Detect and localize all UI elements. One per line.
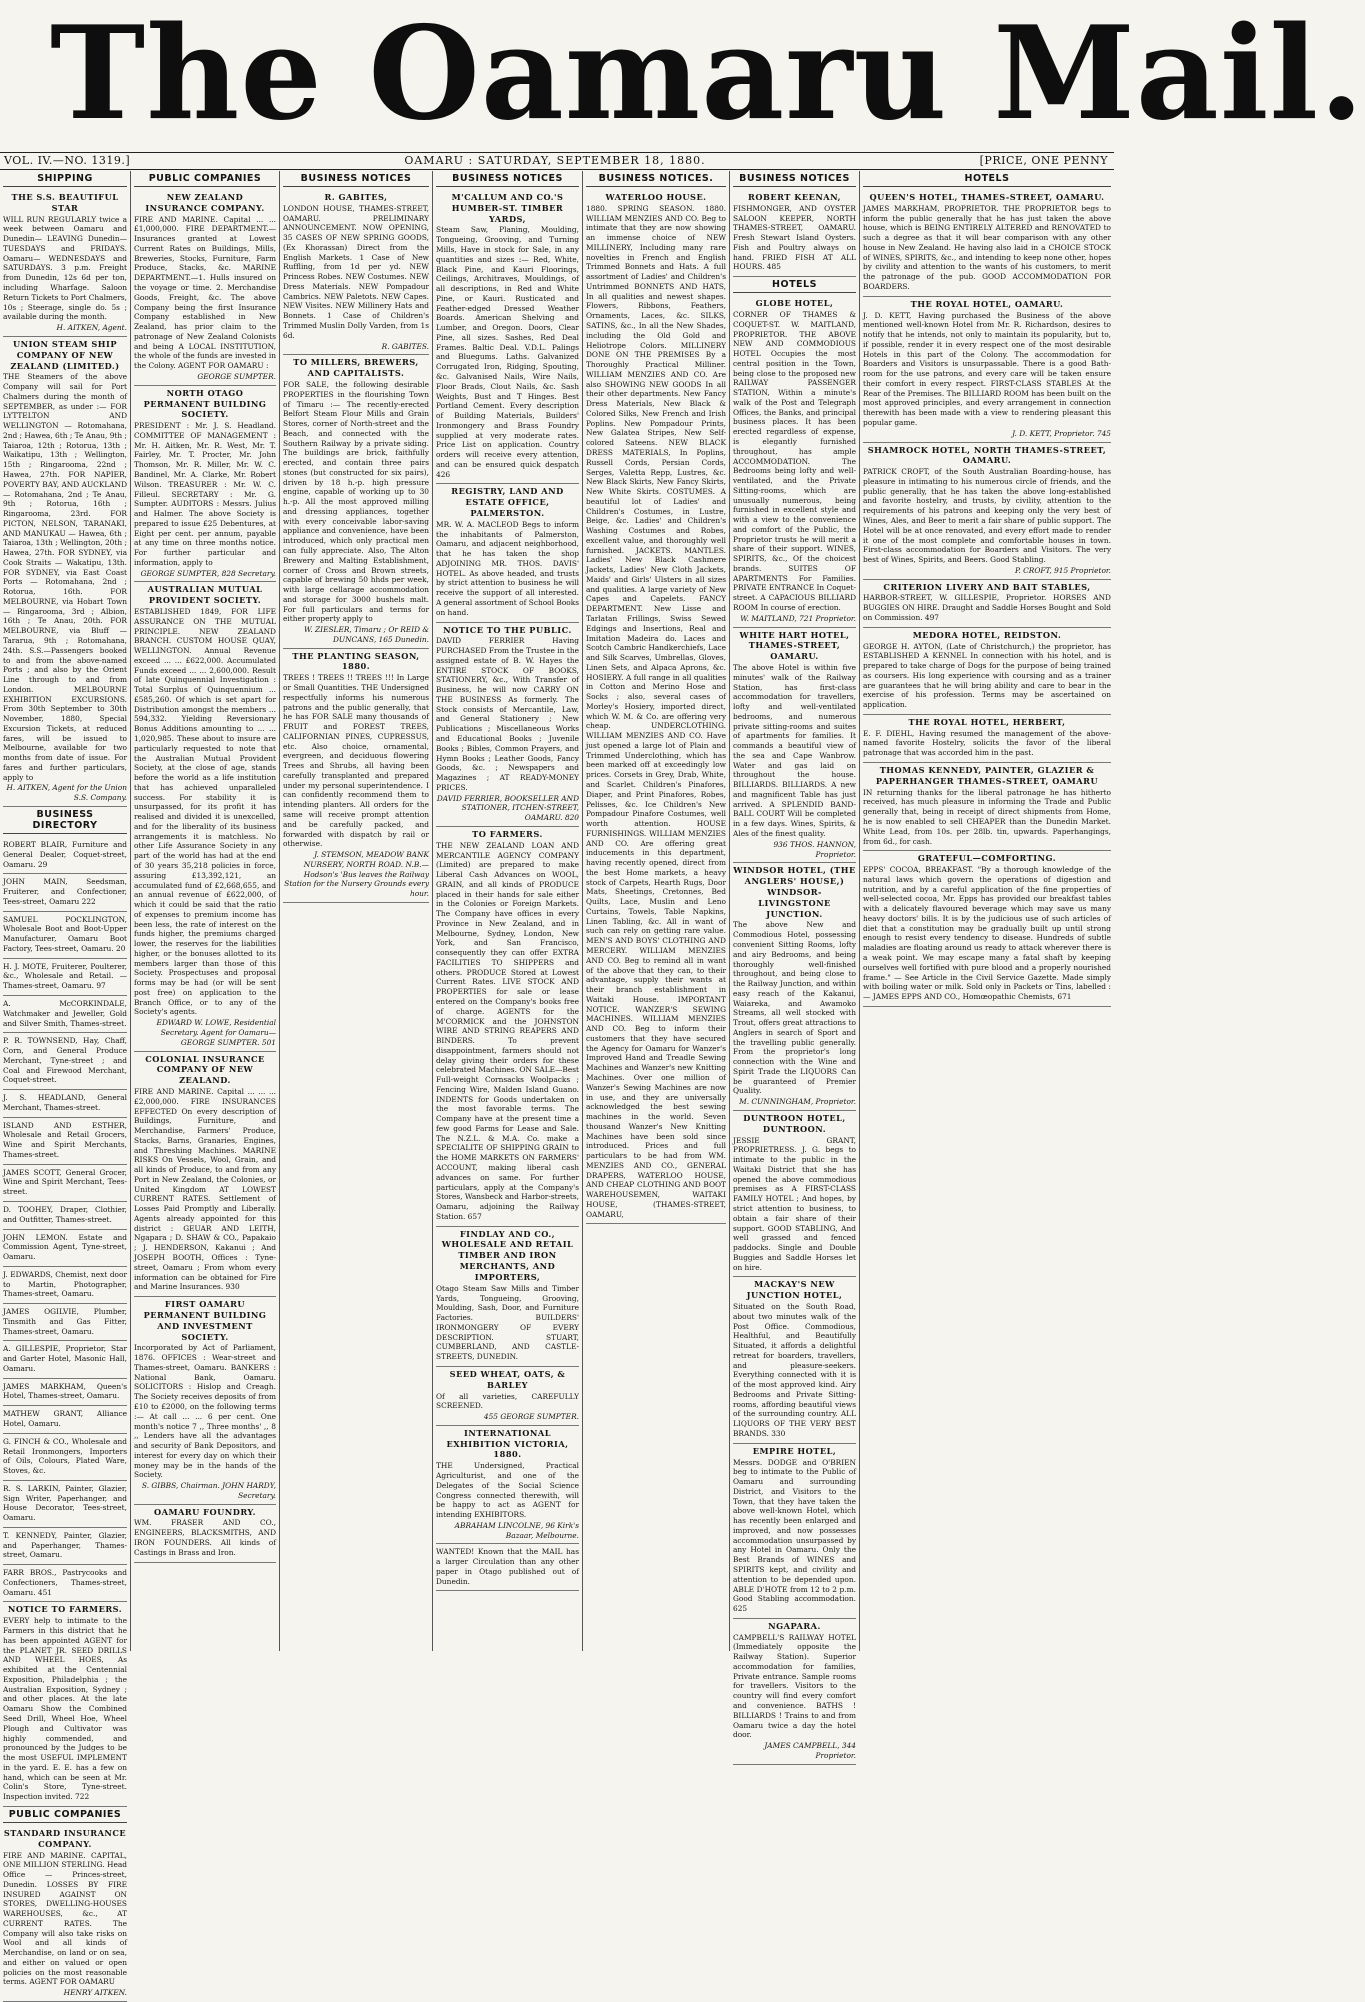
ad-heading: EMPIRE HOTEL, [752,1445,837,1456]
ad-body: JESSIE GRANT, PROPRIETRESS. J. G. begs to intimate to the public in the Waitaki District that she has opened the above commodious premises as A FIRST-CLASS FAMILY HOTEL ; And hopes, by strict attention to business, to obtain a fair share of their support. GOOD STABLING, And well grassed and fenced paddocks. Single and Double Buggies and Saddle Horses let on hire. [733,1135,856,1272]
ad-body: R. S. LARKIN, Painter, Glazier, Sign Writer, Paperhanger, and House Decorator, Tees-street, Oamaru. [3,1483,127,1523]
column-5 [583,171,730,1651]
ad-heading: REGISTRY, LAND AND ESTATE OFFICE, PALMERSTON. [451,486,564,519]
ad-body: PRESIDENT : Mr. J. S. Headland. COMMITTEE OF MANAGEMENT : Mr. H. Aitken, Mr. R. West, Mr. T. Fairley, Mr. T. Procter, Mr. John Thomson, Mr. R. Miller, Mr. W. C. Bandinel, Mr. A. Clarke, Mr. Robert Wilson. TREASURER : Mr. W. C. Filleul. SECRETARY : Mr. G. Sumpter. AUDITORS : Messrs. Julius and Halmer. The above Society is prepared to issue £25 Debentures, at Eight per cent. per annum, payable at any time on three months notice. For further particular and information, apply to [134,421,276,567]
advertisement [3,912,127,959]
ad-heading: GRATEFUL—COMFORTING. [917,853,1057,864]
advertisement [3,1230,127,1267]
ad-heading: TO MILLERS, BREWERS, AND CAPITALISTS. [293,357,419,379]
advertisement [863,580,1111,628]
ad-heading: GLOBE HOTEL, [755,298,834,309]
ad-body: FISHMONGER, AND OYSTER SALOON KEEPER, NORTH THAMES-STREET, OAMARU. Fresh Stewart Island Oysters. Fish and Poultry always on hand. FRIED FISH AT ALL HOURS. 485 [733,203,856,272]
place-and-date: OAMARU : SATURDAY, SEPTEMBER 18, 1880. [404,154,706,167]
ad-body: T. KENNEDY, Painter, Glazier, and Paperhanger, Thames-street, Oamaru. [3,1530,127,1560]
advertisement [3,1602,127,1806]
ad-heading: R. GABITES, [324,192,388,202]
advertisement [134,386,276,583]
advertisement [3,1304,127,1341]
advertisement [863,851,1111,1007]
ad-signature: P. CROFT, 915 Proprietor. [1014,565,1111,575]
column-heading: HOTELS [863,171,1111,187]
ad-signature: EDWARD W. LOWE, Residential Secretary. Agent for Oamaru— GEORGE SUMPTER. 501 [156,1018,276,1047]
advertisement [436,1544,579,1591]
ad-body: EVERY help to intimate to the Farmers in this district that he has been appointed AGENT for the PLANET JR. SEED DRILLS AND WHEEL HOES, As exhibited at the Centennial Exposition, Philadelphia ; the Australian Exposition, Sydney ; and other places. At the late Oamaru Show the Combined Seed Drill, Wheel Hoe, Wheel Plough and Cultivator was highly commended, and pronounced by the Judges to be the most USEFUL IMPLEMENT in the yard. E. E. has a few on hand, which can be seen at Mr. Colin's Store, Tyne-street. Inspection invited. 722 [3,1616,127,1802]
column-heading: BUSINESS NOTICES [283,171,429,187]
ad-heading: THOMAS KENNEDY, PAINTER, GLAZIER & PAPERHANGER THAMES-STREET, OAMARU [875,765,1099,786]
ad-body: GEORGE H. AYTON, (Late of Christchurch,) the proprietor, has ESTABLISHED A KENNEL In connection with his hotel, and is prepared to take charge of Dogs for the purpose of being trained as coursers. His long experience with coursing and as a trainer are guarantees that he will bring ability and care to bear in the exercise of his profession. Terms may be ascertained on application. [863,641,1111,710]
advertisement [733,1277,856,1443]
advertisement [863,628,1111,715]
ad-body: WILL RUN REGULARLY twice a week between Oamaru and Dunedin— LEAVING Dunedin— TUESDAYS and FRIDAYS. Oamaru— WEDNESDAYS and SATURDAYS. 3 p.m. Freight from Dunedin, 12s 6d per ton, including Wharfage. Saloon Return Tickets to Port Chalmers, 10s ; Steerage, single do. 5s ; available during the month. [3,214,127,322]
advertisement [733,1111,856,1277]
ad-body: P. R. TOWNSEND, Hay, Chaff, Corn, and General Produce Merchant, Tyne-street ; and Coal and Firewood Merchant, Coquet-street. [3,1036,127,1085]
ad-heading: OAMARU FOUNDRY. [153,1506,257,1517]
column-7 [860,171,1114,1651]
advertisement [3,1341,127,1378]
ad-signature: DAVID FERRIER, BOOKSELLER AND STATIONER, ITCHEN-STREET, OAMARU. 820 [436,793,579,823]
ad-body: SAMUEL POCKLINGTON, Wholesale Boot and Boot-Upper Manufacturer, Oamaru Boot Factory, Tees-street, Oamaru. 20 [3,914,127,953]
ad-body: FIRE AND MARINE. CAPITAL, ONE MILLION STERLING. Head Office — Princes-street, Dunedin. LOSSES BY FIRE INSURED AGAINST ON STORES, DWELLING-HOUSES WAREHOUSES, &c., AT CURRENT RATES. The Company will also take risks on Wool and all kinds of Merchandise, on land or on sea, and either on valued or open policies on the most reasonable terms. AGENT FOR OAMARU [3,1850,127,1987]
advertisement [586,190,726,1224]
ad-body: DAVID FERRIER Having PURCHASED From the Trustee in the assigned estate of B. W. Hayes the ENTIRE STOCK OF BOOKS, STATIONERY, &c., With Transfer of Business, he will now CARRY ON THE BUSINESS As formerly. The Stock consists of Mercantile, Law, and General Stationery ; New Publications ; Miscellaneous Works and Educational Books ; Juvenile Books ; Bibles, Common Prayers, and Hymn Books ; Leather Goods, Fancy Goods, &c. ; Newspapers and Magazines ; AT READY-MONEY PRICES. [436,636,579,792]
ad-body: The above New and Commodious Hotel, possessing convenient Sitting Rooms, lofty and airy Bedrooms, and being thoroughly well-finished throughout, and being close to the Railway Junction, and within easy reach of the Kakanui, Waiareka, and Awamoko Streams, all well stocked with Trout, offers great attractions to Anglers in search of Sport and the travelling public generally. From the proprietor's long connection with the Wine and Spirit Trade the LIQUORS Can be guaranteed of Premier Quality. [733,920,856,1096]
ad-heading: ROBERT KEENAN, [748,192,841,202]
advertisement [3,1202,127,1230]
ad-body: H. J. MOTE, Fruiterer, Poulterer, &c., Wholesale and Retail. — Thames-street, Oamaru. 97 [3,961,127,991]
ad-heading: MACKAY'S NEW JUNCTION HOTEL, [746,1279,843,1301]
advertisement [436,1367,579,1426]
ad-heading: STANDARD INSURANCE COMPANY. [3,1827,127,1849]
ad-body: CAMPBELL'S RAILWAY HOTEL (Immediately opposite the Railway Station). Superior accommodation for families, Private entrance. Sample rooms for travellers. Visitors to the country will find every comfort and convenience. BATHS ! BILLIARDS ! Trains to and from Oamaru twice a day the hotel door. [733,1632,856,1740]
advertisement [436,623,579,827]
ad-heading: SEED WHEAT, OATS, & BARLEY [449,1368,566,1390]
masthead-title: The Oamaru Mail. [50,0,1365,149]
ad-body: Otago Steam Saw Mills and Timber Yards, Tongueing, Grooving, Moulding, Sash, Door, and Furniture Factories. BUILDERS' IRONMONGERY OF EVERY DESCRIPTION. STUART, CUMBERLAND, AND CASTLE-STREETS, DUNEDIN. [436,1283,579,1362]
ad-body: Messrs. DODGE and O'BRIEN beg to intimate to the Public of Oamaru and surrounding District, and Visitors to the Town, that they have taken the above well-known Hotel, which has recently been enlarged and improved, and now possesses accommodation unsurpassed by any Hotel in Oamaru. Only the Best Brands of WINES and SPIRITS kept, and civility and attention to be depended upon. ABLE D'HOTE from 12 to 2 p.m. Good Stabling accommodation. 625 [733,1457,856,1614]
advertisement [3,1481,127,1528]
ad-heading: NORTH OTAGO PERMANENT BUILDING SOCIETY. [143,387,267,420]
ad-heading: NEW ZEALAND INSURANCE COMPANY. [145,192,265,213]
advertisement [3,1434,127,1481]
column-1 [0,171,131,1998]
ad-heading: SHAMROCK HOTEL, NORTH THAMES-STREET, OAMARU. [867,444,1107,466]
ad-body: Incorporated by Act of Parliament, 1876. OFFICES : Wear-street and Thames-street, Oamaru. BANKERS : National Bank, Oamaru. SOLICITORS : Hislop and Creagh. The Society receives deposits of from £10 to £2000, on the following terms :— At call ... ... 6 per cent. One month's notice 7 ,, Three months' ,, 8 ,, Lenders have all the advantages and security of Bank Depositors, and interest for every day on which their money may be in the hands of the Society. [134,1343,276,1480]
ad-body: HARBOR-STREET, W. GILLESPIE, Proprietor. HORSES AND BUGGIES ON HIRE. Draught and Saddle Horses Bought and Sold on Commission. 497 [863,593,1111,622]
ad-heading: NOTICE TO THE PUBLIC. [443,624,572,635]
ad-body: TREES ! TREES !! TREES !!! In Large or Small Quantities. THE Undersigned respectfully informs his numerous patrons and the public generally, that he has FOR SALE many thousands of FRUIT and FOREST TREES, CALIFORNIAN PINES, CUPRESSUS, etc. Also choice, ornamental, evergreen, and deciduous flowering Trees and Shrubs, all having been carefully transplanted and prepared under my personal superintendence. I can confidently recommend them to intending planters. All orders for the same will receive prompt attention and be carefully packed, and forwarded with dispatch by rail or otherwise. [283,673,429,849]
ad-body: PATRICK CROFT, of the South Australian Boarding-house, has pleasure in intimating to his numerous circle of friends, and the public generally, that he has taken the above long-established and favorite hostelry, and trusts, by civility, attention to the requirements of his patrons and keeping only the very best of Wines, Ales, and Beer to merit a fair share of public support. The Hotel will be at once renovated, and every effort made to render it one of the most complete and comfortable houses in town. First-class accommodation for Boarders and Visitors. The very best of Wines, Spirits, and Beers. Good Stabling. [863,467,1111,565]
ad-body: WANTED! Known that the MAIL has a larger Circulation than any other paper in Otago published out of Dunedin. [436,1547,579,1586]
ad-body: FOR SALE, the following desirable PROPERTIES in the flourishing Town of Timaru :— The recently-erected Belfort Steam Flour Mills and Grain Stores, corner of North-street and the Beach, and connected with the Southern Railway by a private siding. The buildings are brick, faithfully erected, and contain three pairs stones (but constructed for six pairs), driven by 18 h.-p. high pressure engine, capable of working up to 30 h.-p. All the most approved milling and dressing appliances, together with every conceivable labor-saving appliance and convenience, have been introduced, which only practical men can fully appreciate. Also, The Alton Brewery and Malting Establishment, corner of Cross and Brown streets, capable of brewing 50 hhds per week, with large cellarage accommodation and storage for 3000 bushels malt. For full particulars and terms for either property apply to [283,379,429,624]
ad-body: MR. W. A. MACLEOD Begs to inform the inhabitants of Palmerston, Oamaru, and adjacent neighborhood, that he has taken the shop ADJOINING MR. THOS. DAVIS' HOTEL. As above headed, and trusts by strict attention to business he will receive the support of all interested. A general assortment of School Books on hand. [436,519,579,617]
advertisement [733,1619,856,1765]
ad-heading: WINDSOR HOTEL, (THE ANGLERS' HOUSE,) WINDSOR-LIVINGSTONE JUNCTION. [733,865,856,919]
advertisement [863,190,1111,297]
advertisement [3,996,127,1033]
ad-body: JAMES SCOTT, General Grocer, Wine and Spirit Merchant, Tees-street. [3,1167,127,1197]
advertisement [733,863,856,1111]
column-4 [433,171,583,1651]
ad-body: 1880. SPRING SEASON. 1880. WILLIAM MENZIES AND CO. Beg to intimate that they are now showing an immense choice of NEW MILLINERY, Including many rare novelties in French and English Trimmed Bonnets and Hats. A full assortment of Ladies' and Children's Untrimmed BONNETS AND HATS, In all qualities and newest shapes. Flowers, Ribbons, Feathers, Ornaments, Laces, &c. SILKS, SATINS, &c., In all the New Shades, including the Old Gold and Heliotrope Colors. MILLINERY DONE ON THE PREMISES By a Thoroughly Practical Milliner. WILLIAM MENZIES AND CO. Are also SHOWING NEW GOODS In all their other departments. New Fancy Dress Materials, New Black & Colored Silks, New French and Irish Poplins. New Pompadour Prints, New Galatea Stripes, New Self-colored Sateens. NEW BLACK DRESS MATERIALS, In Poplins, Russell Cords, Persian Cords, Serges, Valetta Repp, Lustres, &c. New Black Skirts, New Fancy Skirts, New White Skirts. COSTUMES. A beautiful lot of Ladies' and Children's Costumes, in Lustre, Beige, &c. Ladies' and Children's Washing Costumes and Robes, excellent value, and thoroughly well furnished. JACKETS. MANTLES. Ladies' New Black Cashmere Jackets, Ladies' New Cloth Jackets, Maids' and Girls' Ulsters in all sizes and qualities. A large variety of New Capes and Capelets. FANCY DEPARTMENT. New Lisse and Tarlatan Frillings, Swiss Sewed Edgings and Insertions, Real and Imitation Madeira do. Laces and Scotch Cambric Handkerchiefs, Lace and Silk Scarves, Umbrellas, Gloves, Linen Sets, and Alpaca Aprons, &c. HOSIERY. A full range in all qualities in Cotton and Merino Hose and Socks ; also, several cases of Morley's Hosiery, imported direct, which W. M. & Co. are offering very cheap. UNDERCLOTHING. WILLIAM MENZIES AND CO. Have just opened a large lot of Plain and Trimmed Underclothing, which has been marked off at exceedingly low prices. Corsets in Grey, Drab, White, and Scarlet. Children's Pinafores, Diaper, and Print Pinafores, Robes, Pelisses, &c. Ice Children's New Pompadour Pinafore Costumes, well worth attention. HOUSE FURNISHINGS. WILLIAM MENZIES AND CO. Are offering great inducements in this department, having recently opened, direct from the best Home markets, a heavy stock of Carpets, Hearth Rugs, Door Mats, Sheetings, Cretonnes, Bed Quilts, Lace, Muslin and Leno Curtains, Towels, Table Napkins, Linen Tabling, &c. All in want of such can rely on getting rare value. MEN'S AND BOYS' CLOTHING AND MERCERY. WILLIAM MENZIES AND CO. Beg to remind all in want of the above that they can, to their advantage, supply their wants at their branch establishment in Waitaki House. IMPORTANT NOTICE. WANZER'S SEWING MACHINES. WILLIAM MENZIES AND CO. Beg to inform their customers that they have secured the Agency for Oamaru for Wanzer's Improved Hand and Treadle Sewing Machines and Wanzer's new Knitting Machines. Over one million of Wanzer's Sewing Machines are now in use, and they are universally acknowledged the best sewing machines in the world. Seven thousand Wanzer's New Knitting Machines have been sold since introduced. Prices and full particulars to be had from WM. MENZIES AND CO., GENERAL DRAPERS, WATERLOO HOUSE, AND CHEAP CLOTHING AND BOOT WAREHOUSEMEN, WAITAKI HOUSE, (THAMES-STREET, OAMARU, [586,203,726,1219]
advertisement [3,337,127,807]
ad-body: J. D. KETT, Having purchased the Business of the above mentioned well-known Hotel from Mr. R. Richardson, desires to notify that he intends, not only to maintain its popularity, but to, if possible, render it in every respect one of the most desirable Hotels in this part of the Colony. The accommodation for Boarders and Visitors is unsurpassable. There is a good Bath-room for the use patrons, and every care will be taken ensure their comfort in every respect. FIRST-CLASS STABLES At the Rear of the Premises. The BILLIARD ROOM has been built on the most approved principles, and every arrangement in connection therewith has been made with a view to rendering pleasant this popular game. [863,310,1111,427]
column-heading: BUSINESS NOTICES. [586,171,726,187]
advertisement [733,296,856,627]
ad-heading: THE S.S. BEAUTIFUL STAR [11,192,119,213]
ad-body: D. TOOHEY, Draper, Clothier, and Outfitter, Thames-street. [3,1204,127,1224]
advertisement [3,1565,127,1602]
ad-body: The above Hotel is within five minutes' walk of the Railway Station, has first-class accommodation for travellers, lofty and well-ventilated bedrooms, and numerous private sitting-rooms and suites of apartments for families. It commands a beautiful view of the sea and Cape Wanbrow. Water and gas laid on throughout the house. BILLIARDS. BILLIARDS. A new and magnificent Table has just arrived. A SPLENDID BAND-BALL COURT Will be completed in a few days. Wines, Spirits, & Ales of the finest quality. [733,663,856,839]
ad-body: MATHEW GRANT, Alliance Hotel, Oamaru. [3,1409,127,1428]
column-heading: PUBLIC COMPANIES [3,1807,127,1823]
ad-signature: M. CUNNINGHAM, Proprietor. [739,1097,856,1107]
column-heading: BUSINESS NOTICES [436,171,579,187]
ad-heading: THE ROYAL HOTEL, OAMARU. [910,298,1064,309]
ad-body: Situated on the South Road, about two minutes walk of the Post Office. Commodious, Healthful, and Beautifully Situated, it affords a delightful retreat for boarders, travellers, and pleasure-seekers. Everything connected with it is of the most approved kind. Airy Bedrooms and Private Sitting-rooms, affording beautiful views of the surrounding country. ALL LIQUORS OF THE VERY BEST BRANDS. 330 [733,1302,856,1438]
ad-heading: NOTICE TO FARMERS. [7,1604,123,1615]
column-heading: BUSINESS NOTICES [733,171,856,187]
ad-body: EPPS' COCOA, BREAKFAST. "By a thorough knowledge of the natural laws which govern the operations of digestion and nutrition, and by a careful application of the fine properties of well-selected cocoa, Mr. Epps has provided our breakfast tables with a delicately flavoured beverage which may save us many heavy doctors' bills. It is by the judicious use of such articles of diet that a constitution may be gradually built up until strong enough to resist every tendency to disease. Hundreds of subtle maladies are floating around us ready to attack wherever there is a weak point. We may escape many a fatal shaft by keeping ourselves well fortified with pure blood and a properly nourished frame." — See Article in the Civil Service Gazette. Made simply with boiling water or milk. Sold only in Packets or Tins, labelled :— JAMES EPPS AND CO., Homœopathic Chemists, 671 [863,865,1111,1002]
ad-body: THE NEW ZEALAND LOAN AND MERCANTILE AGENCY COMPANY (Limited) are prepared to make Liberal Cash Advances on WOOL, GRAIN, and all kinds of PRODUCE placed in their hands for sale either in the Colonies or Foreign Markets. The Company have offices in every Province in New Zealand, and in Melbourne, Sydney, London, New York, and San Francisco, consequently they can offer EXTRA FACILITIES TO SHIPPERS and others. PRODUCE Stored at Lowest Current Rates. LIVE STOCK AND PROPERTIES for sale or lease entered on the Company's books free of charge. AGENTS for the M'CORMICK and the JOHNSTON WIRE AND STRING REAPERS AND BINDERS. To prevent disappointment, farmers should not delay giving their orders for these celebrated Machines. ON SALE—Best Full-weight Cornsacks Woolpacks ; Fencing Wire, Malden Island Guano. INDENTS for Goods undertaken on the most favorable terms. The Company have at the present time a few good Farms for Lease and Sale. The N.Z.L. & M.A. Co. make a SPECIALITE OF SHIPPING GRAIN to the HOME MARKETS ON FARMERS' ACCOUNT, making liberal cash advances on same. For further particulars, apply at the Company's Stores, Wansbeck and Harbor-streets, Oamaru, adjoining the Railway Station. 657 [436,840,579,1221]
advertisement [3,874,127,911]
ad-heading: THE PLANTING SEASON, 1880. [292,650,420,672]
ad-body: JAMES OGILVIE, Plumber, Tinsmith and Gas Fitter, Thames-street, Oamaru. [3,1307,127,1336]
ad-signature: H. AITKEN, Agent. [56,323,127,333]
ad-body: A. GILLESPIE, Proprietor, Star and Garter Hotel, Masonic Hall, Oamaru. [3,1344,127,1373]
advertisement [3,1528,127,1565]
advertisement [3,1406,127,1434]
column-3 [280,171,433,1651]
advertisement [283,649,429,903]
advertisement [436,1426,579,1545]
column-heading: PUBLIC COMPANIES [134,171,276,187]
ad-body: G. FINCH & CO., Wholesale and Retail Ironmongers, Importers of Oils, Colours, Plated Ware, Stoves, &c. [3,1436,127,1476]
ad-signature: J. D. KETT, Proprietor. 745 [1012,428,1111,438]
ad-signature: 455 GEORGE SUMPTER. [483,1412,579,1422]
ad-heading: AUSTRALIAN MUTUAL PROVIDENT SOCIETY. [147,584,263,606]
advertisement [134,1052,276,1298]
advertisement [3,1118,127,1165]
ad-heading: MEDORA HOTEL, REIDSTON. [912,629,1062,640]
advertisement [436,190,579,484]
advertisement [733,628,856,864]
advertisement [733,1444,856,1619]
ad-heading: COLONIAL INSURANCE COMPANY OF NEW ZEALAND. [145,1053,265,1086]
ad-body: THE Undersigned, Practical Agriculturist, and one of the Delegates of the Social Science Congress connected therewith, will be happy to act as AGENT for intending EXHIBITORS. [436,1461,579,1520]
ad-body: IN returning thanks for the liberal patronage he has hitherto received, has much pleasure in informing the Trade and Public generally that, being in receipt of direct shipments from Home, he is now enabled to sell CHEAPER than the Dunedin Market. White Lead, from 10s. per 28lb. tin, upwards. Paperhangings, from 6d., for cash. [863,787,1111,846]
ad-body: JOHN LEMON. Estate and Commission Agent, Tyne-street, Oamaru. [3,1232,127,1262]
ad-body: CORNER OF THAMES & COQUET-ST. W. MAITLAND, PROPRIETOR. THE ABOVE NEW AND COMMODIOUS HOTEL Occupies the most central position in the Town, being close to the proposed new RAILWAY PASSENGER STATION, Within a minute's walk of the Post and Telegraph Offices, the Banks, and principal business places. It has been erected regardless of expense, is elegantly furnished throughout, has ample ACCOMMODATION. The Bedrooms being lofty and well-ventilated, and the Private Sitting-rooms, which are unusually numerous, being furnished in excellent style and with a view to the convenience and comfort of the Public, the Proprietor trusts he will merit a share of their support. WINES, SPIRITS, &c., Of the choicest brands. SUITES OF APARTMENTS For Families. PRIVATE ENTRANCE In Coquet-street. A CAPACIOUS BILLIARD ROOM In course of erection. [733,310,856,612]
ad-body: ROBERT BLAIR, Furniture and General Dealer, Coquet-street, Oamaru. 29 [3,840,127,869]
ad-heading: FINDLAY AND CO., WHOLESALE AND RETAIL TIMBER AND IRON MERCHANTS, AND IMPORTERS, [441,1228,574,1282]
ad-heading: M'CALLUM AND CO.'S HUMBER-ST. TIMBER YARDS, [451,192,564,224]
ad-signature: 936 THOS. HANNON, Proprietor. [773,839,856,859]
advertisement [283,190,429,355]
price: [PRICE, ONE PENNY [979,154,1108,167]
ad-body: JAMES MARKHAM, PROPRIETOR. THE PROPRIETOR begs to inform the public generally that he has just taken the above house, which is BEING ENTIRELY ALTERED and RENOVATED to such a degree as that it will bear comparison with any other house in New Zealand. He having also laid in a CHOICE STOCK of WINES, SPIRITS, &c., and intending to keep none other, hopes by civility and attention to the wants of his customers, to merit the patronage of the pub. GOOD ACCOMMODATION FOR BOARDERS. [863,203,1111,291]
ad-body: WM. FRASER AND CO., ENGINEERS, BLACKSMITHS, AND IRON FOUNDERS. All kinds of Castings in Brass and Iron. [134,1518,276,1557]
ad-body: ISLAND AND ESTHER, Wholesale and Retail Grocers, Wine and Spirit Merchants, Thames-street. [3,1120,127,1159]
ad-body: JAMES MARKHAM, Queen's Hotel, Thames-street, Oamaru. [3,1381,127,1401]
ad-signature: ABRAHAM LINCOLNE, 96 Kirk's Bazaar, Melbourne. [454,1520,579,1540]
advertisement [436,484,579,622]
advertisement [436,827,579,1227]
ad-signature: GEORGE SUMPTER. [197,371,276,381]
advertisement [863,443,1111,580]
ad-body: E. F. DIEHL, Having resumed the management of the above-named favorite Hostelry, solicits the favor of the liberal patronage that was accorded him in the past. [863,728,1111,758]
ad-signature: H. AITKEN, Agent for the Union S.S. Company. [6,783,127,803]
advertisement [134,1505,276,1563]
ad-body: J. EDWARDS, Chemist, next door to Martin, Photographer, Thames-street, Oamaru. [3,1269,127,1299]
ad-heading: THE ROYAL HOTEL, HERBERT, [908,716,1066,727]
ad-signature: S. GIBBS, Chairman. JOHN HARDY, Secretary. [141,1481,276,1500]
column-heading: SHIPPING [3,171,127,187]
ad-signature: JAMES CAMPBELL, 344 Proprietor. [764,1741,856,1760]
ad-heading: UNION STEAM SHIP COMPANY OF NEW ZEALAND (LIMITED.) [10,338,120,371]
advertisement [3,837,127,874]
advertisement [3,1267,127,1304]
ad-body: ESTABLISHED 1849, FOR LIFE ASSURANCE ON THE MUTUAL PRINCIPLE. NEW ZEALAND BRANCH. CUSTOM HOUSE QUAY, WELLINGTON. Annual Revenue exceed ... ... £622,000. Accumulated Funds exceed ... ... 2,600,000. Result of late Quinquennial Investigation : Total Surplus of Quinquennium ... £585,260. Of which is set apart for Distribution amongst the members ... 594,332. Yielding Reversionary Bonus Additions amounting to ... ... 1,020,985. These about to insure are particularly requested to note that the Australian Mutual Provident Society, at the close of age, stands before the world as a life institution that has achieved unparalleled success. For stability it is unsurpassed, for its profit it has realised and divided it is unexcelled, and for the liberality of its business arrangements it is matchless. No other Life Assurance Society in any part of the world has had at the end of 30 years 35,218 policies in force, assuring £13,392,121, an accumulated fund of £2,668,655, and an annual revenue of £622,000, of which it could be said that the ratio of expenses to premium income has been less, the rate of interest on the funds higher, the premiums charged lower, the reserves for the liabilities higher, or the bonuses allotted to its members larger than those of this Society. Prospectuses and proposal forms may be had (or will be sent post free) on application to the Branch Office, or to any of the Society's agents. [134,607,276,1017]
ad-body: FARR BROS., Pastrycooks and Confectioners, Thames-street, Oamaru. 451 [3,1568,127,1597]
ad-signature: W. ZIESLER, Timaru ; Or REID & DUNCANS, 165 Dunedin. [304,625,429,644]
advertisement [134,190,276,386]
ad-body: FIRE AND MARINE. Capital ... ... ... £2,000,000. FIRE INSURANCES EFFECTED On every description of Buildings, Furniture, and Merchandise, Farmers' Produce, Stacks, Barns, Granaries, Engines, and Threshing Machines. MARINE RISKS On Vessels, Wool, Grain, and all kinds of Produce, to and from any Port in New Zealand, the Colonies, or United Kingdom AT LOWEST CURRENT RATES. Settlement of Losses Paid Promptly and Liberally. Agents already appointed for this district : GEUAR AND LEITH, Ngapara ; D. SHAW & CO., Papakaio ; J. HENDERSON, Kakanui ; And JOSEPH BOOTH, Offices : Tyne-street, Oamaru ; From whom every information can be obtained for Fire and Marine Insurances. 930 [134,1087,276,1292]
ad-heading: WATERLOO HOUSE. [605,192,707,202]
advertisement [863,763,1111,851]
column-heading: HOTELS [733,277,856,293]
ad-heading: CRITERION LIVERY AND BAIT STABLES, [883,581,1091,592]
ad-body: THE Steamers of the above Company will sail for Port Chalmers during the month of SEPTEMBER, as under :— FOR LYTTELTON AND WELLINGTON — Rotomahana, 2nd ; Hawea, 6th ; Te Anau, 9th ; Taiaroa, 12th ; Rotorua, 13th ; Waikatipu, 13th ; Wellington, 15th ; Ringarooma, 22nd ; Hawea, 27th. FOR NAPIER, POVERTY BAY, AND AUCKLAND — Rotomahana, 2nd ; Te Anau, 9th ; Rotorua, 16th ; Ringarooma, 23rd. FOR PICTON, NELSON, TARANAKI, AND MANUKAU — Hawea, 6th ; Taiaroa, 13th ; Wellington, 20th ; Hawea, 27th. FOR SYDNEY, via Cook Straits — Wakatipu, 13th. FOR SYDNEY, via East Coast Ports — Rotomahana, 2nd ; Rotorua, 16th. FOR MELBOURNE, via Hobart Town — Ringarooma, 3rd ; Albion, 16th ; Te Anau, 20th. FOR MELBOURNE, via Bluff — Tararua, 9th ; Rotomahana, 24th. S.S.—Passengers booked to and from the above-named Ports ; and also by the Orient Line through to and from London. MELBOURNE EXHIBITION EXCURSIONS. From 30th September to 30th November, 1880, Special Excursion Tickets, at reduced fares, will be issued to Melbourne, available for two months from date of issue. For fares and further particulars, apply to [3,372,127,782]
advertisement [3,1379,127,1407]
ad-signature: W. MAITLAND, 721 Proprietor. [740,613,856,623]
advertisement [733,190,856,277]
advertisement [3,1165,127,1202]
ad-heading: FIRST OAMARU PERMANENT BUILDING AND INVESTMENT SOCIETY. [143,1299,267,1342]
page-columns [0,171,1114,1998]
ad-body: FIRE AND MARINE. Capital ... ... £1,000,000. FIRE DEPARTMENT.—Insurances granted at Lowest Current Rates on Buildings, Mills, Breweries, Stocks, Furniture, Farm Produce, Stacks, &c. MARINE DEPARTMENT.—1. Hulls insured on the voyage or time. 2. Merchandise Goods, Freight, &c. The above Company being the first Insurance Company established in New Zealand, has prior claim to the patronage of New Zealand Colonists and being A LOCAL INSTITUTION, the whole of the funds are invested in the Colony. AGENT FOR OAMARU : [134,214,276,371]
advertisement [3,1090,127,1118]
ad-body: J. S. HEADLAND, General Merchant, Thames-street. [3,1093,127,1112]
ad-heading: NGAPARA. [768,1620,821,1631]
ad-heading: TO FARMERS. [472,828,543,839]
masthead [0,0,1365,150]
advertisement [863,715,1111,763]
advertisement [134,582,276,1051]
ad-heading: INTERNATIONAL EXHIBITION VICTORIA, 1880. [446,1427,569,1460]
advertisement [863,297,1111,443]
ad-body: JOHN MAIN, Seedsman, Fruiterer, and Confectioner, Tees-street, Oamaru 222 [3,877,127,906]
date-line [0,152,1114,170]
advertisement [3,1826,127,2002]
ad-signature: R. GABITES. [381,341,429,351]
advertisement [436,1227,579,1367]
column-6 [730,171,860,1760]
ad-body: Of all varieties, CAREFULLY SCREENED. [436,1391,579,1411]
advertisement [134,1297,276,1505]
ad-signature: J. STEMSON, MEADOW BANK NURSERY, NORTH ROAD. N.B.—Hodson's 'Bus leaves the Railway Station for the Nursery Grounds every hour. [284,850,429,899]
ad-heading: WHITE HART HOTEL, THAMES-STREET, OAMARU. [739,629,850,662]
ad-heading: DUNTROON HOTEL, DUNTROON. [743,1113,846,1134]
advertisement [283,355,429,648]
ad-body: A. McCORKINDALE, Watchmaker and Jeweller, Gold and Silver Smith, Thames-street. [3,998,127,1028]
advertisement [3,959,127,996]
ad-body: Steam Saw, Planing, Moulding, Tongueing, Grooving, and Turning Mills, Have in stock for Sale, in any quantities and sizes :— Red, White, Black Pine, and Kauri Floorings, Ceilings, Architraves, Mouldings, of all descriptions, in Red and White Pine, or Kauri. Rusticated and Feather-edged Dressed Weather Boards. American Shelving and Lumber, and Oregon. Doors, Clear Pine, all sizes. Sashes, Red Deal Frames. Baltic Deal. V.D.L. Palings and Bluegums. Laths. Galvanized Corrugated Iron, Ridging, Spouting, &c. Galvanised Nails, Wire Nails, Floor Brads, Clout Nails, &c. Sash Weights, Bust and T Hinges. Best Portland Cement. Every description of Building Materials, Builders' Ironmongery and Brass Foundry supplied at very moderate rates. Price List on application. Country orders will receive every attention, and can be ensured quick despatch 426 [436,225,579,479]
ad-signature: HENRY AITKEN. [63,1988,127,1998]
advertisement [3,190,127,337]
volume-number: VOL. IV.—NO. 1319.] [4,154,131,167]
column-heading: BUSINESS DIRECTORY [3,807,127,834]
advertisement [3,1033,127,1090]
column-2 [131,171,280,1651]
ad-signature: GEORGE SUMPTER, 828 Secretary. [140,568,276,578]
ad-body: LONDON HOUSE, THAMES-STREET, OAMARU. PRELIMINARY ANNOUNCEMENT. NOW OPENING, 35 CASES OF NEW SPRING GOODS, (Ex Khorassan) Direct from the English Markets. 1 Case of New Ruffling, from 1d per yd. NEW Princess Robes. NEW Costumes. NEW Dress Materials. NEW Pompadour Cambrics. NEW Paletots. NEW Capes. NEW Visites. NEW Millinery Hats and Bonnets. 1 Case of Children's Trimmed Muslin Dolly Varden, from 1s 6d. [283,203,429,340]
ad-heading: QUEEN'S HOTEL, THAMES-STREET, OAMARU. [869,192,1105,202]
